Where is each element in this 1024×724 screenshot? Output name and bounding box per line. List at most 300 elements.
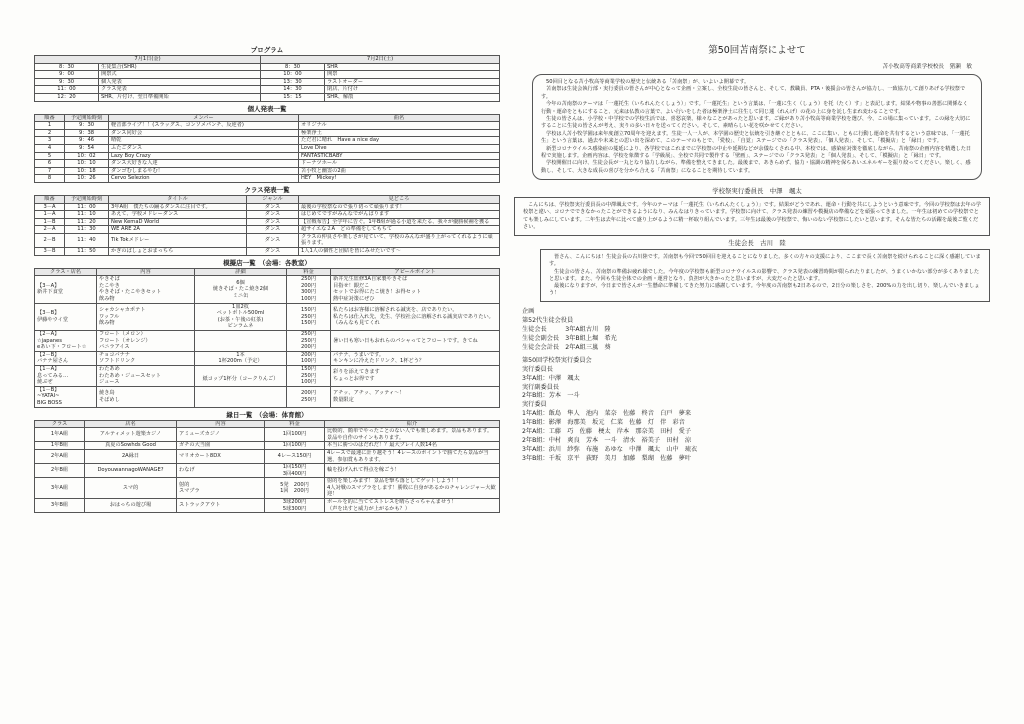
stall-items-line: ジュース <box>99 379 120 386</box>
class-show-row <box>35 211 500 219</box>
stall-price <box>287 276 331 303</box>
student-message-box <box>540 249 990 302</box>
order: 3 <box>35 137 65 145</box>
start-time: 11：50 <box>65 248 109 256</box>
enn-intro <box>325 449 500 463</box>
committee-message-box <box>514 197 990 236</box>
principal-paragraph: 苫南祭は生徒会執行部・実行委員の皆さんが中心となって企画・立案し、全校生徒の皆さんと、そして、教職員、PTA・後援会の皆さんが協力し、一致協力して創りあげる学校祭です。 <box>541 86 966 100</box>
enn-header-row <box>35 420 500 428</box>
stall-detail-line: 1本 <box>236 351 245 358</box>
stall-appeal <box>331 365 500 386</box>
stall-row <box>35 351 500 365</box>
order: 8 <box>35 175 65 183</box>
individual-row <box>35 144 500 152</box>
enn-shop-line: 2A縁日 <box>121 453 140 460</box>
stall-detail-line: ミニ缶 <box>232 292 249 299</box>
day1-time: 11：00 <box>35 86 99 94</box>
col-start: 予定開始時刻 <box>65 114 109 122</box>
genre: ダンス <box>247 203 299 211</box>
stall-detail-line <box>197 369 284 376</box>
title: 3年A組 僕たちの踊るダンスに注目です。 <box>109 203 247 211</box>
order: 5 <box>35 152 65 160</box>
member: Lazy Boy Crazy <box>109 152 299 160</box>
stall-detail <box>195 276 287 303</box>
enn-content-line: ストラックアウト <box>179 502 221 509</box>
stall-appeal-line: 新井先生監修3A自家製やきそば <box>333 276 408 283</box>
stall-appeal-line: 彩りを添えてきます <box>333 369 380 376</box>
roster-line: 1年B組：影澤 海那美 坂元 仁菜 佐藤 灯 伴 彩音 <box>522 419 685 427</box>
stall-name-line: 【1－A】 <box>37 365 60 372</box>
stall-items-line: わたあめ <box>99 365 120 372</box>
enn-price-line: 1回150円 <box>282 464 307 471</box>
stall-items-line: フロート（メロン） <box>99 331 146 337</box>
enn-content <box>177 464 265 478</box>
stall-detail-line: 6個 <box>236 279 245 286</box>
stall-detail-line <box>197 338 284 345</box>
member: ダンゴむしまるやむ！ <box>109 167 299 175</box>
enn-price-line: 1回100円 <box>282 442 307 449</box>
enn-class <box>35 449 85 463</box>
stall-items <box>97 276 195 303</box>
col-start: 予定開始時刻 <box>65 195 109 203</box>
stall-detail-line: ペットボトル500ml <box>216 310 265 317</box>
enn-shop <box>85 442 177 450</box>
highlight: 超サイエな２A どの準備をしてもちて <box>299 226 500 234</box>
stall-price-line: 250円 <box>300 313 317 320</box>
title: Tik Tokメドレー <box>109 233 247 247</box>
stall-name-line: 焼ぶぜ <box>37 379 53 386</box>
highlight: 最後の学校祭なので張り切って頑張ります！ <box>299 203 500 211</box>
stall-items-line: やきそば <box>99 276 120 283</box>
day2-event: 開祭 <box>325 71 500 79</box>
day2-event: SHR <box>325 63 500 71</box>
individual-row <box>35 152 500 160</box>
stall-detail <box>195 386 287 407</box>
stall-price-line: 250円 <box>300 372 317 379</box>
left-column <box>34 44 500 513</box>
stall-items <box>97 351 195 365</box>
enn-class-line: 3年B組 <box>50 502 69 509</box>
program-row <box>35 63 500 71</box>
enn-intro-line: 輪を投げ入れて得点を稼ごう！ <box>327 467 400 474</box>
day2-event: 閉店、片付け <box>325 86 500 94</box>
enn-intro <box>325 442 500 450</box>
song: 極楽浄土 <box>299 129 500 137</box>
day1-time: 12：20 <box>35 93 99 101</box>
stall-price <box>287 386 331 407</box>
stall-row <box>35 303 500 330</box>
order: 1－A <box>35 211 65 219</box>
roster-line: 生徒会会計長 2年A組三嵐 葵 <box>522 343 611 351</box>
col-highlight: 見どころ <box>299 195 500 203</box>
stall-items-line: ワッフル <box>99 313 120 320</box>
committee-head-title: 学校祭実行委員長 中澤 颯太 <box>712 187 802 196</box>
day2-time: 14：30 <box>261 86 325 94</box>
student-paragraph: 皆さん、こんにちは！生徒会長の古川陸です。苫南祭も今回で50回目を迎えることになりました。多くの方々の支援により、ここまで長く苫南祭を続けられることに深く感謝しています。 <box>549 254 981 268</box>
enn-content-line: 射的 <box>179 481 190 488</box>
stall-items <box>97 303 195 330</box>
enn-price <box>265 464 325 478</box>
enn-row <box>35 449 500 463</box>
stall-price-line: 250円 <box>300 276 317 283</box>
highlight: クラスの仲良さや楽しさが見ていて、学校のみんなが盛り上がってくれるように頑張ります。 <box>299 233 500 247</box>
stall-price-line: 150円 <box>300 365 317 372</box>
genre: ダンス <box>247 226 299 234</box>
stall-name <box>35 303 97 330</box>
stall-appeal-line: 私たちは仕入れ先、先生、学校社会に溶解される誠実店でありたい。（みんなも見てくれ <box>333 313 494 327</box>
enn-class-line: 3年A組 <box>50 484 69 491</box>
enn-price-line: 5発 200円 <box>280 481 309 488</box>
stall-row <box>35 276 500 303</box>
day1-event: 個人発表 <box>99 78 261 86</box>
day1-time: 9：30 <box>35 78 99 86</box>
stall-items-line: バニラアイス <box>99 344 130 351</box>
stall-name <box>35 351 97 365</box>
enn-content-line: ガチの大当園 <box>179 442 211 449</box>
roster-line: 2年B組：芳本 一斗 <box>522 392 580 400</box>
order: 2 <box>35 129 65 137</box>
individual-row <box>35 129 500 137</box>
enn-table <box>34 420 500 514</box>
roster-line: 実行副委員長 <box>522 383 560 391</box>
stall-price-line: 250円 <box>300 396 317 403</box>
class-show-header-row <box>35 195 500 203</box>
day2-time: 8：30 <box>261 63 325 71</box>
start-time: 10：10 <box>65 160 109 168</box>
stall-name <box>35 331 97 352</box>
stall-appeal-line: セットでお得にたこ焼き！お得セット <box>333 289 422 296</box>
stall-price-line: 200円 <box>300 282 317 289</box>
enn-price-line: 5球300円 <box>282 505 307 512</box>
stall-appeal <box>331 276 500 303</box>
order: 7 <box>35 167 65 175</box>
stall-row <box>35 386 500 407</box>
col-order: 順番 <box>35 114 65 122</box>
stall-name-line: 息ってみる… <box>37 372 69 379</box>
program-header-row <box>35 56 500 64</box>
day1-event: SHR、片付け、翌日準備開始 <box>99 93 261 101</box>
stall-appeal-line: バナナ、うまいです。 <box>333 351 385 358</box>
order: 1－B <box>35 218 65 226</box>
stall-detail-line <box>197 393 284 400</box>
main-title: 第50回苫南祭によせて <box>708 45 806 56</box>
member: 軽音部ライブ！！(スラッグス、コンソメパンチ、反逆者) <box>109 122 299 130</box>
class-show-row <box>35 226 500 234</box>
stall-price-line: 100円 <box>300 379 317 386</box>
enn-shop <box>85 428 177 442</box>
enn-row <box>35 428 500 442</box>
program-table <box>34 55 500 102</box>
col-order: 順番 <box>35 195 65 203</box>
stall-price-line: 200円 <box>300 344 317 351</box>
stall-name-line: バナナ屋さん <box>37 358 69 365</box>
stall-name-line: 伊藤やウイ堂 <box>37 316 68 323</box>
member: 晴乾 <box>109 137 299 145</box>
stall-items-line: そばめし <box>99 396 120 403</box>
enn-shop <box>85 478 177 499</box>
stall-price-line: 100円 <box>300 296 317 303</box>
enn-intro <box>325 478 500 499</box>
enn-class <box>35 442 85 450</box>
start-time: 10：26 <box>65 175 109 183</box>
col-content: 内容 <box>177 420 265 428</box>
committee-paragraph: こんにちは、学校祭実行委員長の中澤颯太です。今年のテーマは「一蓮托生（いちれんたくしょう）」です。結果がどうであれ、運命・行動を共にしようという意味です。今回の学校祭は去年の学校祭と違い、コロナでできなかったことができるようになり、みんなはりきっています。学校祭に向けて、クラス発表の練習や模擬店の準備などを頑張ってきました。一年生は初めての学校祭でとても楽しみにしています。二年生は去年に比べて盛り上がるように精一杯取り組んでいます。三年生は最後の学校祭で、悔いのない学校祭にしたいと思います。そんな皆たちの活躍を最後ご覧ください。 <box>523 202 981 230</box>
start-time: 9：46 <box>65 137 109 145</box>
enn-price-line: 1回100円 <box>282 431 307 438</box>
enn-row <box>35 499 500 513</box>
enn-class <box>35 499 85 513</box>
enn-shop-line: おはっちの遊び場 <box>109 502 152 509</box>
stall-appeal-line: キンキンに冷えたドリンク、1杯どう？ <box>333 358 425 365</box>
roster-line: 実行委員 <box>522 401 547 409</box>
col-class-name: クラス・店名 <box>35 268 97 276</box>
order: 4 <box>35 144 65 152</box>
enn-class <box>35 428 85 442</box>
highlight: はじめてですがみんなでがんばります <box>299 211 500 219</box>
stall-name-line: eあい下・フロート☆ <box>37 344 87 351</box>
enn-content-line: アミューズカジノ <box>179 431 220 438</box>
roster-line: 2年A組：工藤 巧 佐藤 梗太 岸本 那奈美 田村 愛子 <box>522 428 692 436</box>
day1-event: 開祭式 <box>99 71 261 79</box>
col-class: クラス <box>35 420 85 428</box>
col-genre: ジャンル <box>247 195 299 203</box>
stall-items-line: ソフトドリンク <box>99 358 136 365</box>
student-paragraph: 生徒会の皆さん、苫南祭の準備お疲れ様でした。今年度の学校祭も新型コロナウイルスの影響で、クラス発表の練習時間が限られたりましたが、うまくいかない部分が多くありましたと思います。また、今回も生徒全体での企画・運営となり、負担が大きかったと思いますが、大変だったと思います。 <box>549 268 980 282</box>
day1-event: 生徒集合(SHR) <box>99 63 261 71</box>
stall-items-line: フロート（オレンジ） <box>99 337 151 344</box>
stall-detail <box>195 331 287 352</box>
roster-line: 3年A組：浜川 紗弥 布施 あゆな 中澤 颯太 山中 琉衣 <box>522 445 698 453</box>
stall-name <box>35 276 97 303</box>
enn-price-line: 3回400円 <box>282 470 307 477</box>
principal-paragraph: 新型コロナウイルス感染症の蔓延により、各学校ではこれまでに学校祭の中止や延期などが余儀なくされる中、本校では、感染症対策を徹底しながら、苫南祭の企画内容を精選した日程で実施します。企画内容は、学校を象徴する「学級展」、全校で共同で製作する「壁画」、ステージでの「クラス発表」と「個人発表」、そして、「模擬店」と「縁日」です。 <box>541 145 972 160</box>
start-time: 9：30 <box>65 122 109 130</box>
stall-price-line: 150円 <box>300 320 317 327</box>
program-row <box>35 86 500 94</box>
col-price: 料金 <box>265 420 325 428</box>
genre: ダンス <box>247 211 299 219</box>
title: あえて、学校メドレーダンス <box>109 211 247 219</box>
principal-paragraph: 今年の苫南祭のテーマは「一蓮托生（いちれんたくしょう）」です。「一蓮托生」という言葉は、「一蓮に生く（しょう）を托（たく）す」と表記します。結果や物事の善悪に関係なく行動・運命をともにすること、元来は仏教の言葉で、よい行いをした者は極楽浄土に往生して同じ蓮（れんげ）の花の上に身を託し生まれ変わることです。 <box>541 101 968 115</box>
start-time: 11：30 <box>65 226 109 234</box>
enn-shop-line: DoyouwannagoWANAGE? <box>97 467 164 474</box>
stall-items <box>97 386 195 407</box>
title: New KemaD World <box>109 218 247 226</box>
enn-intro-line: 4レースで最速に計り越そう！4レースのポイントで勝てたら景品が当選、参加賞もあります。 <box>327 449 489 463</box>
genre: ダンス <box>247 248 299 256</box>
stall-name <box>35 386 97 407</box>
enn-shop-line: スマ的 <box>122 484 139 491</box>
stall-appeal-line: 私たちはお客様に溶解される誠実を、店でありたい。 <box>333 306 458 313</box>
stall-price-line: 200円 <box>300 351 317 358</box>
stall-detail <box>195 303 287 330</box>
roster-line: 3年B組：千坂 京平 荻野 美月 加藤 梨瑚 佐藤 夢叶 <box>522 454 692 462</box>
stall-name-line: ~YATAI~ <box>37 393 60 400</box>
stall-detail-line: ピンラムネ <box>227 323 254 330</box>
start-time: 11：10 <box>65 211 109 219</box>
stall-price-line: 300円 <box>300 289 317 296</box>
day2-time: 13：30 <box>261 78 325 86</box>
enn-price <box>265 499 325 513</box>
roster-line: 企画 <box>522 308 535 316</box>
day2-time: 10：00 <box>261 71 325 79</box>
enn-content-line: スマブラ <box>179 488 200 495</box>
stall-detail <box>195 365 287 386</box>
start-time: 11：20 <box>65 218 109 226</box>
stall-detail-line: (お茶・午後の紅茶) <box>217 316 264 323</box>
col-items: 内容 <box>97 268 195 276</box>
stall-name-line: 【1－B】 <box>37 386 60 393</box>
enn-intro-line: 本当に勝つのはだれだ！？最大プレイ人数14名 <box>327 442 437 449</box>
day2-header: 7月2日(土) <box>261 56 500 64</box>
principal-message-box <box>532 74 982 180</box>
start-time: 9：54 <box>65 144 109 152</box>
stall-items-line: やきそば・たこやきセット <box>99 289 162 296</box>
class-show-row <box>35 248 500 256</box>
col-song: 曲名 <box>299 114 500 122</box>
stall-price-line: 150円 <box>300 306 317 313</box>
enn-intro <box>325 464 500 478</box>
order: 1 <box>35 122 65 130</box>
individual-row <box>35 167 500 175</box>
enn-price <box>265 442 325 450</box>
enn-content <box>177 428 265 442</box>
stall-name-line: BIG BOSS <box>37 399 62 406</box>
stall-appeal-line: アチッ、アチッ、アッティ～！ <box>333 390 405 397</box>
enn-shop-line: アルティメット遊楽カジノ <box>99 431 162 438</box>
roster-line: 第50回学校祭実行委員会 <box>522 356 592 364</box>
stall-price-line: 250円 <box>300 331 317 337</box>
enn-intro-line: （声を出すと威力が上がるかも？） <box>327 505 411 512</box>
class-show-row <box>35 218 500 226</box>
stall-detail-line: 紙コップ1杯分（コークりんご） <box>202 375 279 382</box>
stall-price <box>287 351 331 365</box>
day1-header: 7月1日(金) <box>35 56 261 64</box>
stall-name <box>35 365 97 386</box>
song: ドーナツホール <box>299 160 500 168</box>
stall-appeal <box>331 331 500 352</box>
enn-price <box>265 478 325 499</box>
roster-line: 1年A組：飯島 隼人 池内 菜奈 佐藤 柊音 白戸 夢来 <box>522 410 692 418</box>
stall-appeal-line: ちょっとお得です <box>333 375 375 382</box>
song: 苫小牧と幽霊の2曲 <box>299 167 500 175</box>
song: HEY Mickey! <box>299 175 500 183</box>
individual-header-row <box>35 114 500 122</box>
principal-paragraph: 学校は人苫小牧学園は来年度創立70周年を迎えます。生徒一人一人が、本学園の歴史と伝統を引き継ぐとともに、ここに集い、ともに行動し運命を共有するという意味では、「一蓮托生」という言葉は、過去や未来との思い出を深めて、このテーマのもとで、「愛校」、「自覚」ステージでの「クラス発表」、「個人発表」、そして、「模擬店」と「縁日」です。 <box>541 130 970 145</box>
day1-event: クラス発表 <box>99 86 261 94</box>
stall-row <box>35 331 500 352</box>
order: 3－B <box>35 248 65 256</box>
enn-class-line: 1年A組 <box>50 431 69 438</box>
class-show-title: クラス発表一覧 <box>244 185 290 194</box>
stalls-table <box>34 268 500 408</box>
col-member: メンバー <box>109 114 299 122</box>
order: 6 <box>35 160 65 168</box>
stall-price-line: 250円 <box>300 337 317 344</box>
enn-row <box>35 464 500 478</box>
enn-content <box>177 499 265 513</box>
start-time: 11：40 <box>65 233 109 247</box>
song: FANTASTICBABY <box>299 152 500 160</box>
enn-class <box>35 478 85 499</box>
day1-time: 9：00 <box>35 71 99 79</box>
stall-row <box>35 365 500 386</box>
stall-appeal-line: 暑い日も寒い日もおれらのパシャってとフロートです。きてね <box>333 337 478 344</box>
start-time: 10：18 <box>65 167 109 175</box>
program-title: プログラム <box>250 46 284 54</box>
col-appeal: アピールポイント <box>331 268 500 276</box>
stall-detail-line: 1杯200m（予定） <box>218 358 263 365</box>
enn-price <box>265 428 325 442</box>
start-time: 9：38 <box>65 129 109 137</box>
stall-appeal-line: 数量限定 <box>333 396 354 403</box>
enn-price-line: 1回 200円 <box>280 488 309 495</box>
enn-class-line: 1年B組 <box>50 442 69 449</box>
enn-intro <box>325 499 500 513</box>
enn-content <box>177 478 265 499</box>
enn-price <box>265 449 325 463</box>
member: ダンス大好きな人達 <box>109 160 299 168</box>
enn-shop <box>85 449 177 463</box>
individual-title: 個人発表一覧 <box>247 104 287 113</box>
enn-row <box>35 442 500 450</box>
stall-name-line: 【2－A】 <box>37 331 60 337</box>
order: 2－A <box>35 226 65 234</box>
member: ふたごダンス <box>109 144 299 152</box>
stalls-title: 模擬店一覧 （会場：各教室） <box>223 258 311 267</box>
stall-price <box>287 331 331 352</box>
enn-class <box>35 464 85 478</box>
enn-shop <box>85 499 177 513</box>
student-head-title: 生徒会長 古川 陸 <box>728 239 786 248</box>
stall-items-line: たこやき <box>99 282 120 289</box>
enn-class-line: 2年A組 <box>50 453 69 460</box>
col-title: タイトル <box>109 195 247 203</box>
order: 3－A <box>35 203 65 211</box>
roster-line: 2年B組：中村 爽良 芳本 一斗 清水 裕美子 田村 涼 <box>522 437 692 444</box>
enn-intro <box>325 428 500 442</box>
principal-paragraph: 生徒の皆さんは、小学校・中学校での学校生活では、喜怒哀楽、様々なことがあったと思います。ご縁があり苫小牧高等商業学校を選び、今、この場に集っています。この縁を大切にすることに生徒の皆さんが考え、実りの多い日々を送ってください。そして、素晴らしい花を咲かせてください。 <box>541 116 971 130</box>
col-intro: 紹介 <box>325 420 500 428</box>
enn-content <box>177 442 265 450</box>
enn-price-line: 4レース150円 <box>277 453 312 460</box>
order: 2－B <box>35 233 65 247</box>
enn-shop-line: 真夏のSowhds Good <box>105 442 156 449</box>
highlight: 1人1人の個性と団結を皆にみせたいです～ <box>299 248 500 256</box>
day1-time: 8：30 <box>35 63 99 71</box>
member: Cervo Selezion <box>109 175 299 183</box>
member: ダンス同好会 <box>109 129 299 137</box>
enn-content <box>177 449 265 463</box>
enn-intro-line: 射的を楽しみます！景品を撃ち落としてゲットしよう！！ <box>327 478 462 485</box>
enn-row <box>35 478 500 499</box>
stall-appeal-line: 目指せ！銀だこ <box>333 282 370 289</box>
roster-line: 生徒会長 3年A組古川 陸 <box>522 326 611 334</box>
stall-name-line: 【3－B】 <box>37 310 60 317</box>
staff-roster <box>522 308 992 463</box>
song: オリジナル <box>299 122 500 130</box>
day2-event: SHR、解散 <box>325 93 500 101</box>
stall-items <box>97 331 195 352</box>
principal-paragraph: 学校開催日に向け、生徒会長が一丸となり協力しながら、準備を整えてきました。最後まで、あきらめず、協力・協調の精神を保ちあいエネルギーを振り絞ってください。楽しく、感動し、そして、大きな成長の喜びを分かち合える「苫南祭」になることを期待しています。 <box>541 160 971 174</box>
title: かぎのばしょとおまっちち <box>109 248 247 256</box>
program-row <box>35 78 500 86</box>
stall-price <box>287 303 331 330</box>
day2-event: ラストオーダー <box>325 78 500 86</box>
genre: ダンス <box>247 218 299 226</box>
individual-row <box>35 160 500 168</box>
enn-content-line: マリオカート8DX <box>179 453 221 460</box>
